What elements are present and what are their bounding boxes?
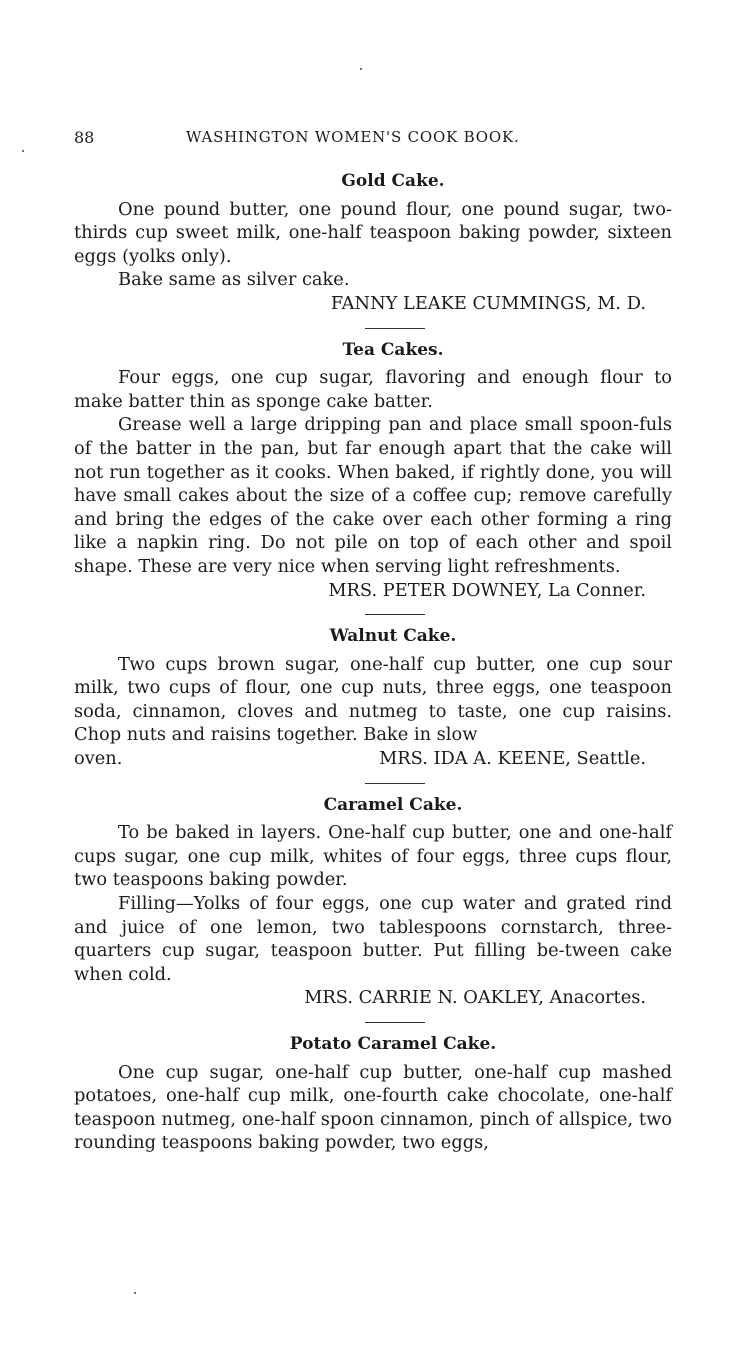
recipe-paragraph: To be baked in layers. One-half cup butter, one and one-half cups sugar, one cup milk, whites of four eggs, three cups flour, two teaspoons baking powder. — [74, 822, 672, 891]
recipe-gold-cake — [74, 170, 672, 316]
recipe-paragraph: Bake same as silver cake. — [118, 269, 350, 291]
recipe-last-line-text: oven. — [74, 748, 123, 770]
recipe-paragraph: Grease well a large dripping pan and place small spoon-fuls of the batter in the pan, but far enough apart that the cake will not run together as it cooks. When baked, if rightly done, you will have small cakes about the size of a coffee cup; remove carefully and bring the edges of the cake over each other forming a ring like a napkin ring. Do not pile on top of each other and spoil shape. These are very nice when serving light refreshments. — [74, 414, 672, 577]
recipe-last-line — [74, 747, 672, 771]
recipe-signature: MRS. CARRIE N. OAKLEY, Anacortes. — [304, 987, 646, 1009]
recipe-caramel-cake — [74, 794, 672, 1010]
section-divider — [365, 1022, 425, 1023]
print-speck — [22, 150, 24, 152]
page-number: 88 — [74, 128, 95, 147]
recipe-paragraph: Filling—Yolks of four eggs, one cup water and grated rind and juice of one lemon, two tablespoons cornstarch, three-quarters cup sugar, teaspoon butter. Put filling be-tween cake when cold. — [74, 893, 672, 985]
recipe-signature: FANNY LEAKE CUMMINGS, M. D. — [330, 292, 646, 314]
recipe-tea-cakes — [74, 339, 672, 603]
recipe-paragraph: Two cups brown sugar, one-half cup butter, one cup sour milk, two cups of flour, one cup nuts, three eggs, one teaspoon soda, cinnamon, cloves and nutmeg to taste, one cup raisins. Chop nuts and raisins together. Bake in slow — [74, 653, 672, 746]
recipe-paragraph: One cup sugar, one-half cup butter, one-half cup mashed potatoes, one-half cup milk, one-fourth cake chocolate, one-half teaspoon nutmeg, one-half spoon cinnamon, pinch of allspice, two rounding teaspoons baking powder, two eggs, — [74, 1061, 672, 1154]
section-divider — [365, 328, 425, 329]
recipe-title: Gold Cake. — [341, 171, 445, 191]
section-divider — [365, 614, 425, 615]
print-speck — [360, 68, 362, 70]
recipe-potato-caramel-cake — [74, 1033, 672, 1155]
recipe-title: Tea Cakes. — [342, 339, 444, 360]
recipe-walnut-cake — [74, 625, 672, 771]
recipe-title: Walnut Cake. — [329, 626, 457, 647]
recipe-paragraph: One pound butter, one pound flour, one pound sugar, two-thirds cup sweet milk, one-half teaspoon baking powder, sixteen eggs (yolks only). — [74, 198, 672, 267]
print-speck — [134, 1292, 136, 1294]
page-header — [74, 128, 674, 150]
recipe-title: Caramel Cake. — [323, 794, 463, 815]
section-divider — [365, 783, 425, 784]
recipe-paragraph: Four eggs, one cup sugar, flavoring and enough flour to make batter thin as sponge cake batter. — [74, 367, 672, 412]
page-content — [74, 170, 672, 1155]
recipe-title: Potato Caramel Cake. — [289, 1034, 497, 1054]
recipe-signature: MRS. PETER DOWNEY, La Conner. — [328, 579, 646, 601]
running-title: WASHINGTON WOMEN'S COOK BOOK. — [186, 128, 520, 146]
recipe-signature: MRS. IDA A. KEENE, Seattle. — [379, 748, 646, 770]
